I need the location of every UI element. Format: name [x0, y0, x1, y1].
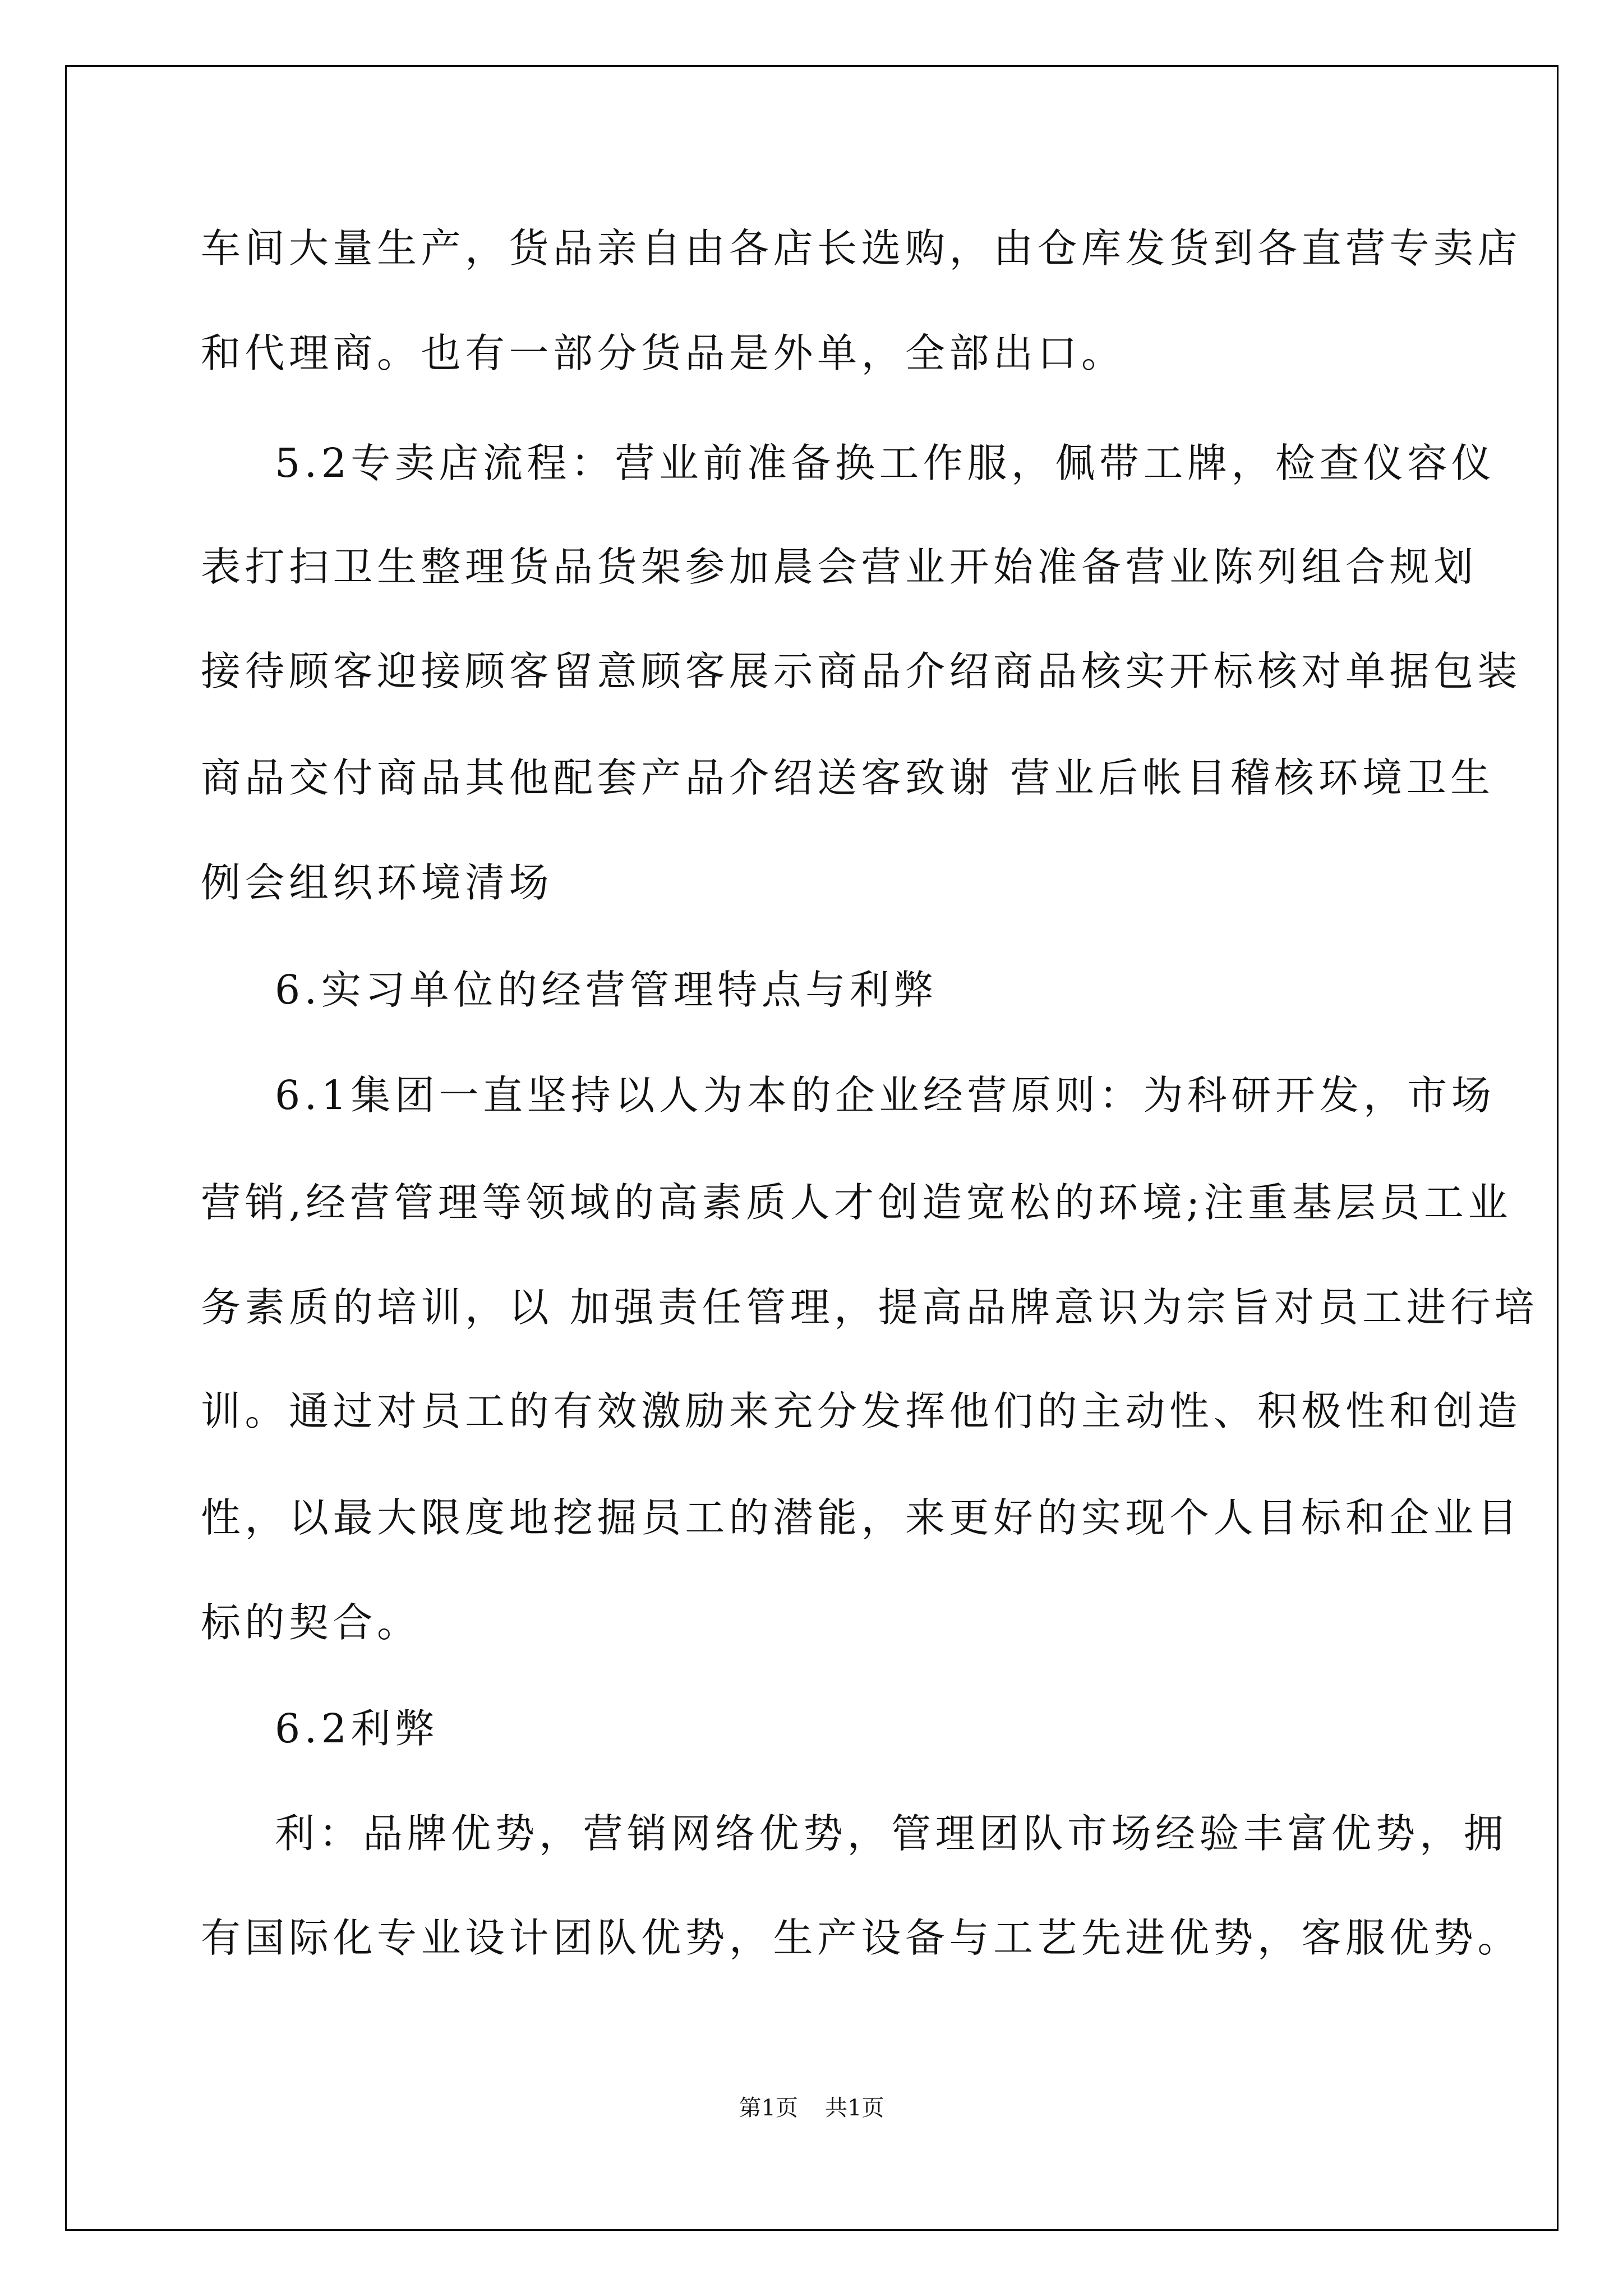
body-line: 性，以最大限度地挖掘员工的潜能，来更好的实现个人目标和企业目	[201, 1494, 1522, 1541]
page-number: 第1页	[739, 2095, 798, 2121]
body-line: 标的契合。	[201, 1599, 421, 1646]
section-heading: 6.1集团一直坚持以人为本的企业经营原则：为科研开发，市场	[275, 1072, 1496, 1119]
body-line: 例会组织环境清场	[201, 859, 554, 906]
page-footer	[0, 2091, 1623, 2125]
body-line: 训。通过对员工的有效激励来充分发挥他们的主动性、积极性和创造	[201, 1388, 1522, 1434]
section-heading: 5.2专卖店流程：营业前准备换工作服，佩带工牌，检查仪容仪	[275, 440, 1496, 486]
page-border	[65, 65, 1559, 2231]
body-line: 务素质的培训，以 加强责任管理，提高品牌意识为宗旨对员工进行培	[201, 1284, 1539, 1331]
body-line: 和代理商。也有一部分货品是外单，全部出口。	[201, 330, 1126, 376]
body-line: 有国际化专业设计团队优势，生产设备与工艺先进优势，客服优势。	[201, 1915, 1522, 1961]
section-heading: 6.实习单位的经营管理特点与利弊	[275, 967, 938, 1013]
body-line: 利：品牌优势，营销网络优势，管理团队市场经验丰富优势，拥	[275, 1810, 1508, 1857]
section-heading: 6.2利弊	[275, 1705, 439, 1752]
body-line: 商品交付商品其他配套产品介绍送客致谢 营业后帐目稽核环境卫生	[201, 754, 1495, 801]
body-line: 表打扫卫生整理货品货架参加晨会营业开始准备营业陈列组合规划	[201, 544, 1478, 590]
page-total: 共1页	[825, 2095, 884, 2121]
body-line: 营销,经营管理等领域的高素质人才创造宽松的环境;注重基层员工业	[201, 1179, 1512, 1226]
body-line: 车间大量生产，货品亲自由各店长选购，由仓库发货到各直营专卖店	[201, 225, 1522, 272]
body-line: 接待顾客迎接顾客留意顾客展示商品介绍商品核实开标核对单据包装	[201, 648, 1522, 694]
